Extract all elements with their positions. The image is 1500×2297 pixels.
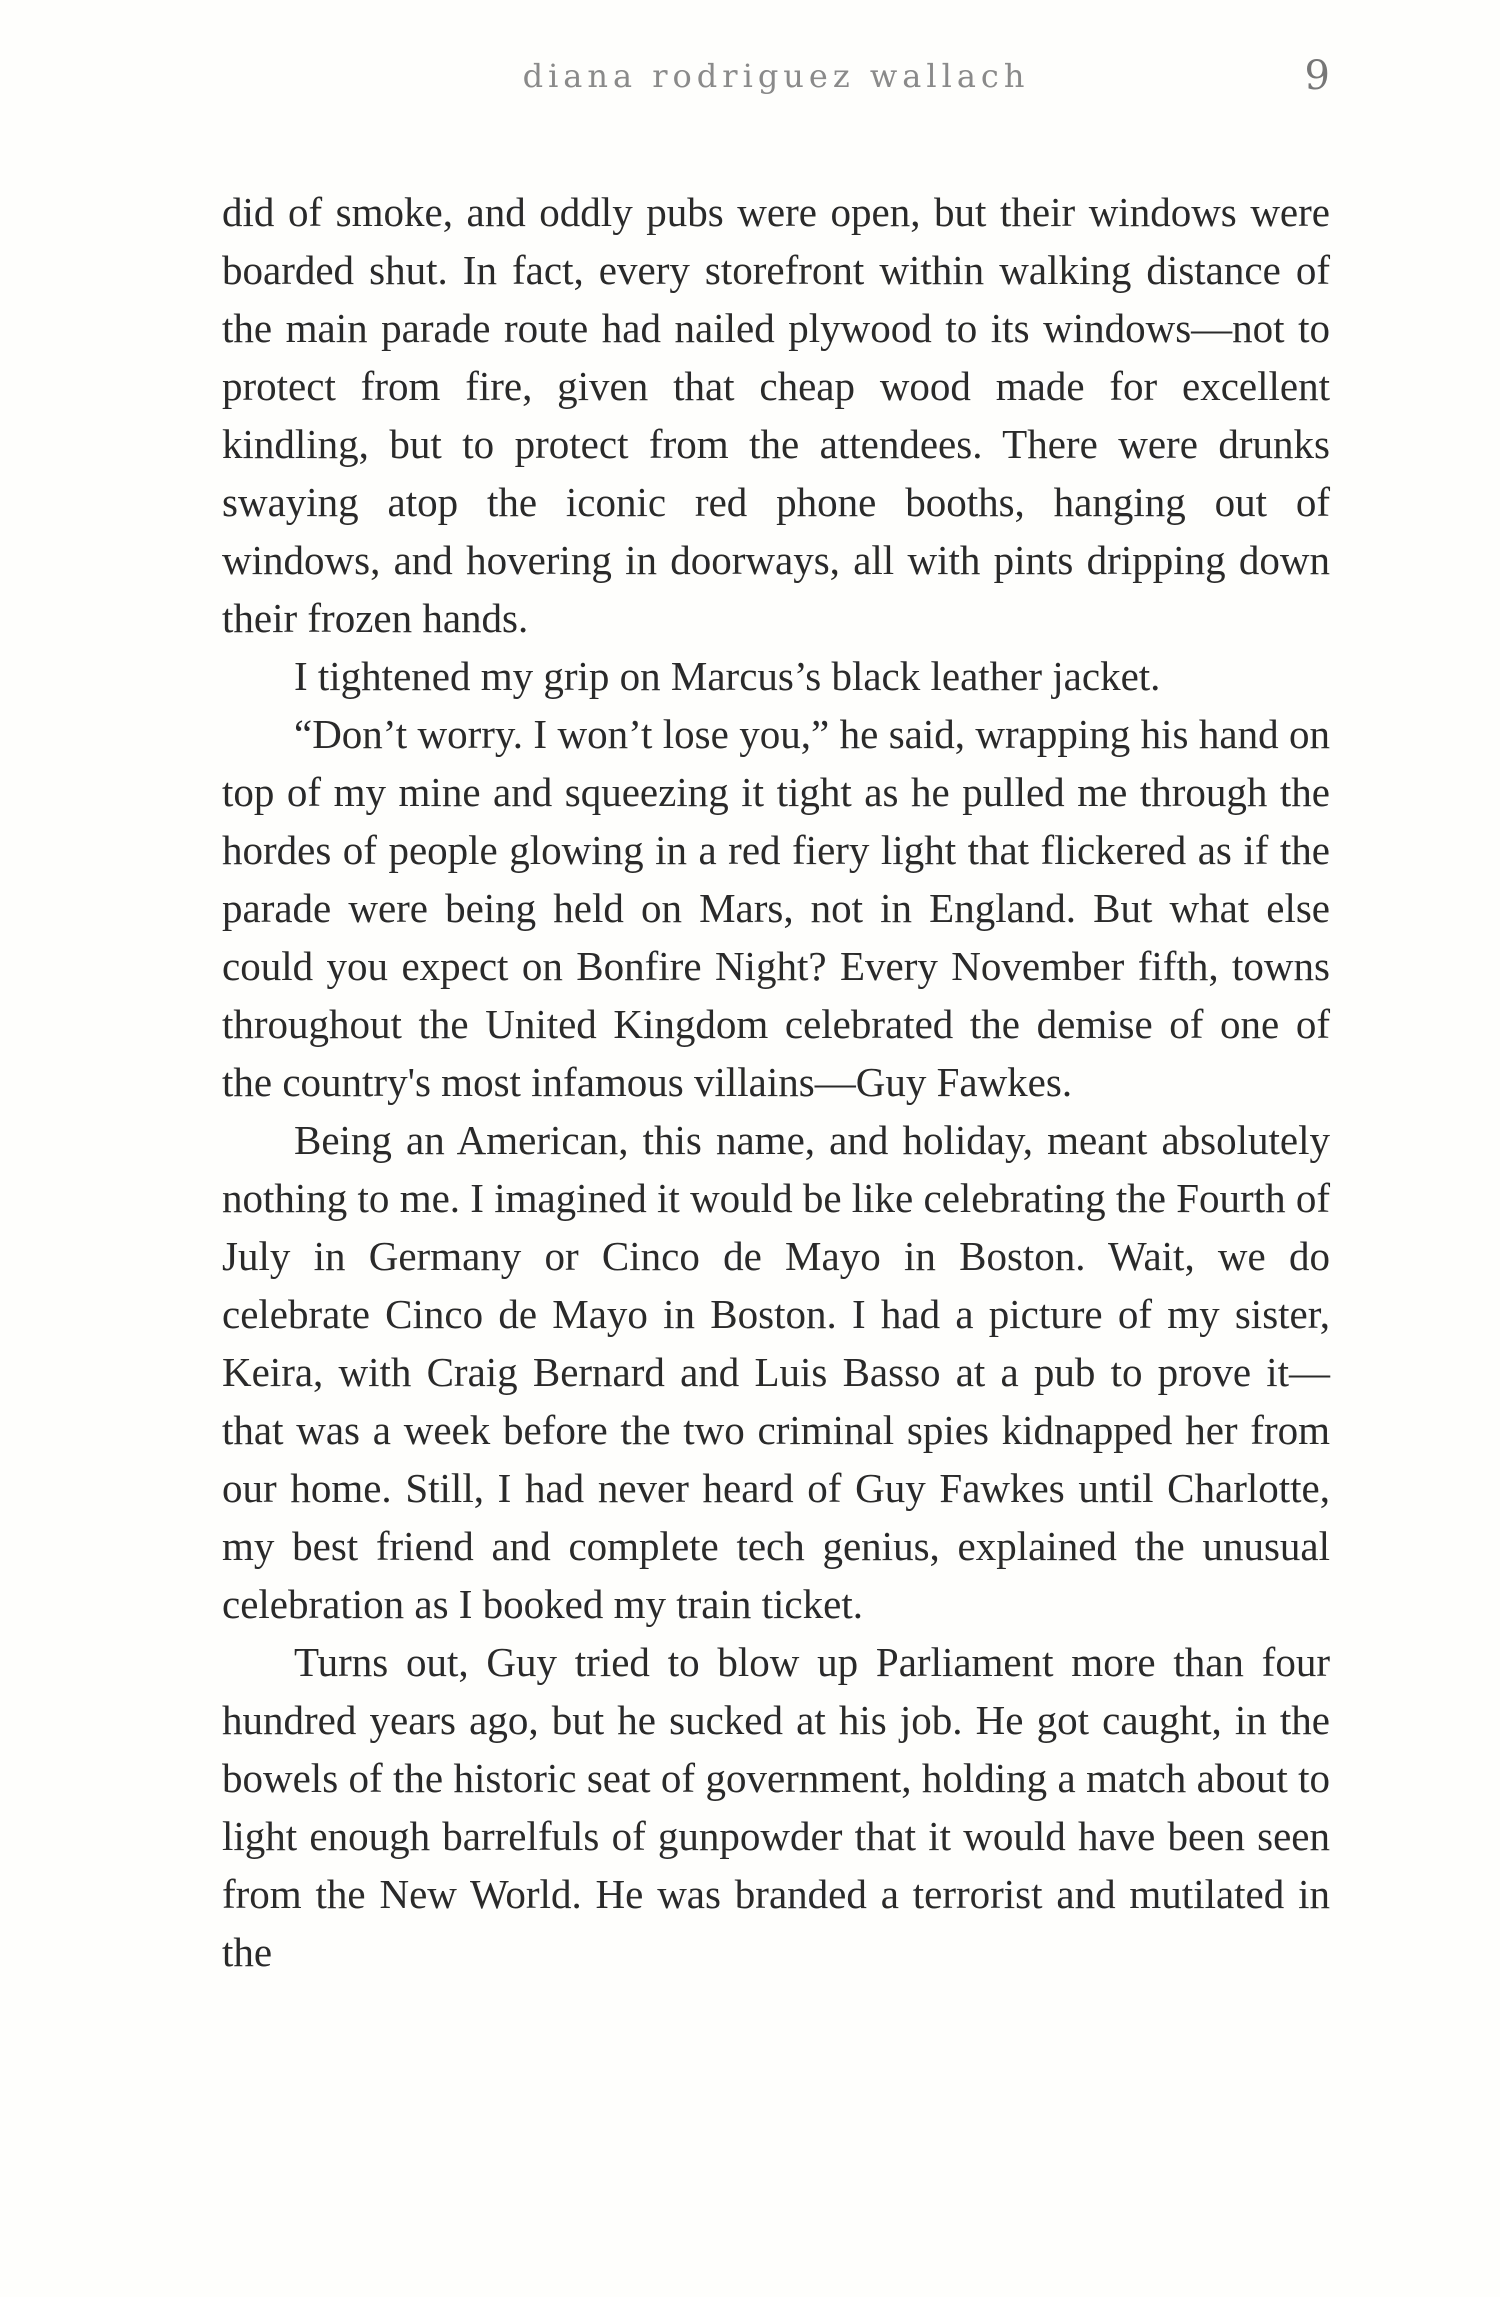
paragraph: I tightened my grip on Marcus’s black leather jacket.	[294, 653, 1161, 699]
running-head	[222, 46, 1330, 106]
paragraph-continued: did of smoke, and oddly pubs were open, but their windows were boarded shut. In fact, every storefront within walking distance of the main parade route had nailed plywood to its windows—not to protect from fire, given that cheap wood made for excellent kindling, but to protect from the attendees. There were drunks swaying atop the iconic red phone booths, hanging out of windows, and hovering in doorways, all with pints dripping down their frozen hands.	[222, 189, 1330, 641]
running-head-author: diana rodriguez wallach	[522, 57, 1030, 95]
body-text	[222, 183, 1330, 1981]
page-number: 9	[1304, 53, 1330, 99]
paragraph: Turns out, Guy tried to blow up Parliament more than four hundred years ago, but he sucked at his job. He got caught, in the bowels of the historic seat of government, holding a match about to light enough barrelfuls of gunpowder that it would have been seen from the New World. He was branded a terrorist and mutilated in the	[222, 1639, 1330, 1975]
paragraph: Being an American, this name, and holiday, meant absolutely nothing to me. I imagined it would be like celebrating the Fourth of July in Germany or Cinco de Mayo in Boston. Wait, we do celebrate Cinco de Mayo in Boston. I had a picture of my sister, Keira, with Craig Bernard and Luis Basso at a pub to prove it—that was a week before the two criminal spies kidnapped her from our home. Still, I had never heard of Guy Fawkes until Charlotte, my best friend and complete tech genius, explained the unusual celebration as I booked my train ticket.	[222, 1117, 1330, 1627]
paragraph: “Don’t worry. I won’t lose you,” he said, wrapping his hand on top of my mine and squeezing it tight as he pulled me through the hordes of people glowing in a red fiery light that flickered as if the parade were being held on Mars, not in England. But what else could you expect on Bonfire Night? Every November fifth, towns throughout the United Kingdom celebrated the demise of one of the country's most infamous villains—Guy Fawkes.	[222, 711, 1330, 1105]
